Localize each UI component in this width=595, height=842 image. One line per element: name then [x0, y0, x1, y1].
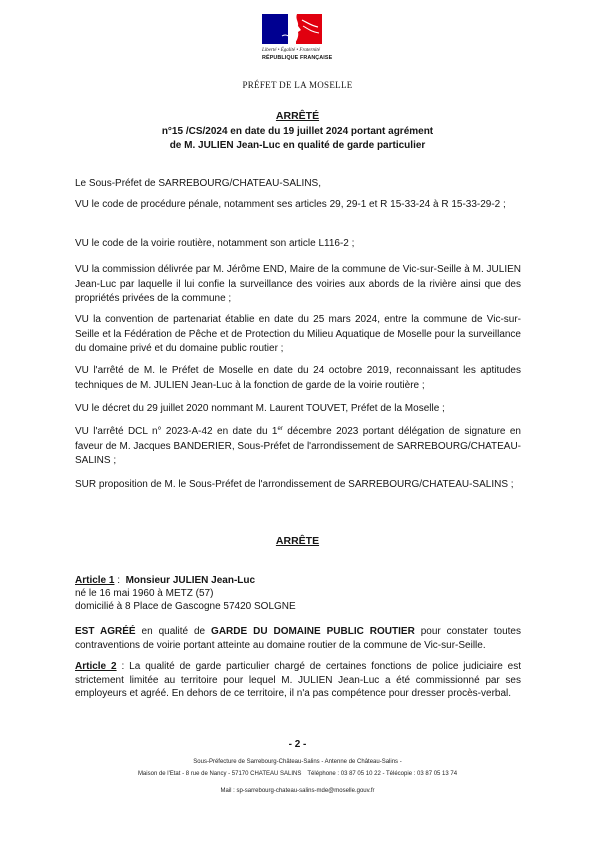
article-1-separator: : — [114, 575, 126, 586]
prefecture-name: PRÉFET DE LA MOSELLE — [242, 80, 353, 90]
article-2-text: : La qualité de garde particulier chargé de certaines fonctions de police judiciaire est strictement limitée au territoire pour lequel M. JULIEN Jean-Luc a été commissionné par ses employeurs et agréé. En dehors de ce territoire, il n'a pas compétence pour dresser procès-verbal. — [75, 661, 521, 700]
visa-code-procedure: VU le code de procédure pénale, notamment ses articles 29, 29-1 et R 15-33-24 à R 15-33-29-2 ; — [75, 199, 506, 210]
document-title: ARRÊTÉ — [275, 110, 320, 122]
article-1-person-name: Monsieur JULIEN Jean-Luc — [125, 575, 256, 586]
article-2 — [75, 660, 521, 701]
approval-function: GARDE DU DOMAINE PUBLIC ROUTIER — [211, 626, 415, 637]
proposal: SUR proposition de M. le Sous-Préfet de l'arrondissement de SARREBOURG/CHATEAU-SALINS ; — [75, 479, 514, 490]
decision-heading: ARRÊTE — [275, 535, 320, 547]
article-1-address: domicilié à 8 Place de Gascogne 57420 SOLGNE — [75, 601, 296, 612]
document-subtitle-line2: de M. JULIEN Jean-Luc en qualité de garde particulier — [169, 140, 426, 151]
footer-address: Maison de l'Etat - 8 rue de Nancy - 57170 CHATEAU SALINS — [137, 771, 302, 777]
article-1 — [75, 574, 521, 613]
article-1-birth: né le 16 mai 1960 à METZ (57) — [75, 588, 214, 599]
republic-name: RÉPUBLIQUE FRANÇAISE — [262, 55, 333, 61]
visa-convention: VU la convention de partenariat établie en date du 25 mars 2024, entre la commune de Vic-sur-Seille et la Fédération de Pêche et de Protection du Milieu Aquatique de Moselle pour la surveillance du domaine privé et du domaine public routier ; — [75, 314, 521, 354]
approval-paragraph — [75, 625, 521, 653]
visa-arrete-prefet: VU l'arrêté de M. le Préfet de Moselle en date du 24 octobre 2019, reconnaissant les aptitudes techniques de M. JULIEN Jean-Luc à la fonction de garde de la voirie routière ; — [75, 365, 521, 391]
page-number: - 2 - — [288, 739, 307, 750]
marianne-logo — [262, 14, 352, 62]
article-1-label: Article 1 — [75, 575, 115, 586]
footer-email: Mail : sp-sarrebourg-chateau-salins-mde@moselle.gouv.fr — [220, 788, 375, 794]
footer-office: Sous-Préfecture de Sarrebourg-Château-Salins - Antenne de Château-Salins - — [193, 759, 402, 765]
footer-address-line — [0, 770, 595, 778]
document-subtitle-line1: n°15 /CS/2024 en date du 19 juillet 2024 portant agrément — [161, 126, 434, 137]
footer-phone-fax: Téléphone : 03 87 05 10 22 - Télécopie : 03 87 05 13 74 — [307, 771, 458, 777]
approval-connector: en qualité de — [135, 626, 212, 637]
article-2-label: Article 2 — [75, 661, 117, 672]
marianne-emblem-icon — [262, 14, 322, 44]
visa-commission: VU la commission délivrée par M. Jérôme END, Maire de la commune de Vic-sur-Seille à M. JULIEN Jean-Luc par laquelle il lui confie la surveillance des voiries aux abords de la rivière ainsi que des propriétés privées de la commune ; — [75, 264, 521, 304]
visa-delegation-superscript: er — [277, 426, 283, 432]
visa-delegation — [75, 425, 521, 469]
approval-purpose: pour constater toutes contraventions de voirie portant atteinte au domaine routier de la commune de Vic-sur-Seille. — [75, 626, 521, 651]
visa-code-voirie: VU le code de la voirie routière, notamment son article L116-2 ; — [75, 238, 355, 249]
visa-delegation-text-end: décembre 2023 portant délégation de signature en faveur de M. Jacques BANDERIER, Sous-Préfet de l'arrondissement de SARREBOURG/CHATEAU-SALINS ; — [75, 426, 521, 466]
approval-status: EST AGRÉÉ — [75, 626, 136, 637]
article-1-header — [75, 574, 521, 587]
issuing-authority: Le Sous-Préfet de SARREBOURG/CHATEAU-SALINS, — [75, 178, 322, 189]
visa-delegation-text-start: VU l'arrêté DCL n° 2023-A-42 en date du 1 — [75, 426, 278, 437]
visa-decret: VU le décret du 29 juillet 2020 nommant M. Laurent TOUVET, Préfet de la Moselle ; — [75, 403, 445, 414]
republic-motto: Liberté • Égalité • Fraternité — [262, 48, 320, 53]
